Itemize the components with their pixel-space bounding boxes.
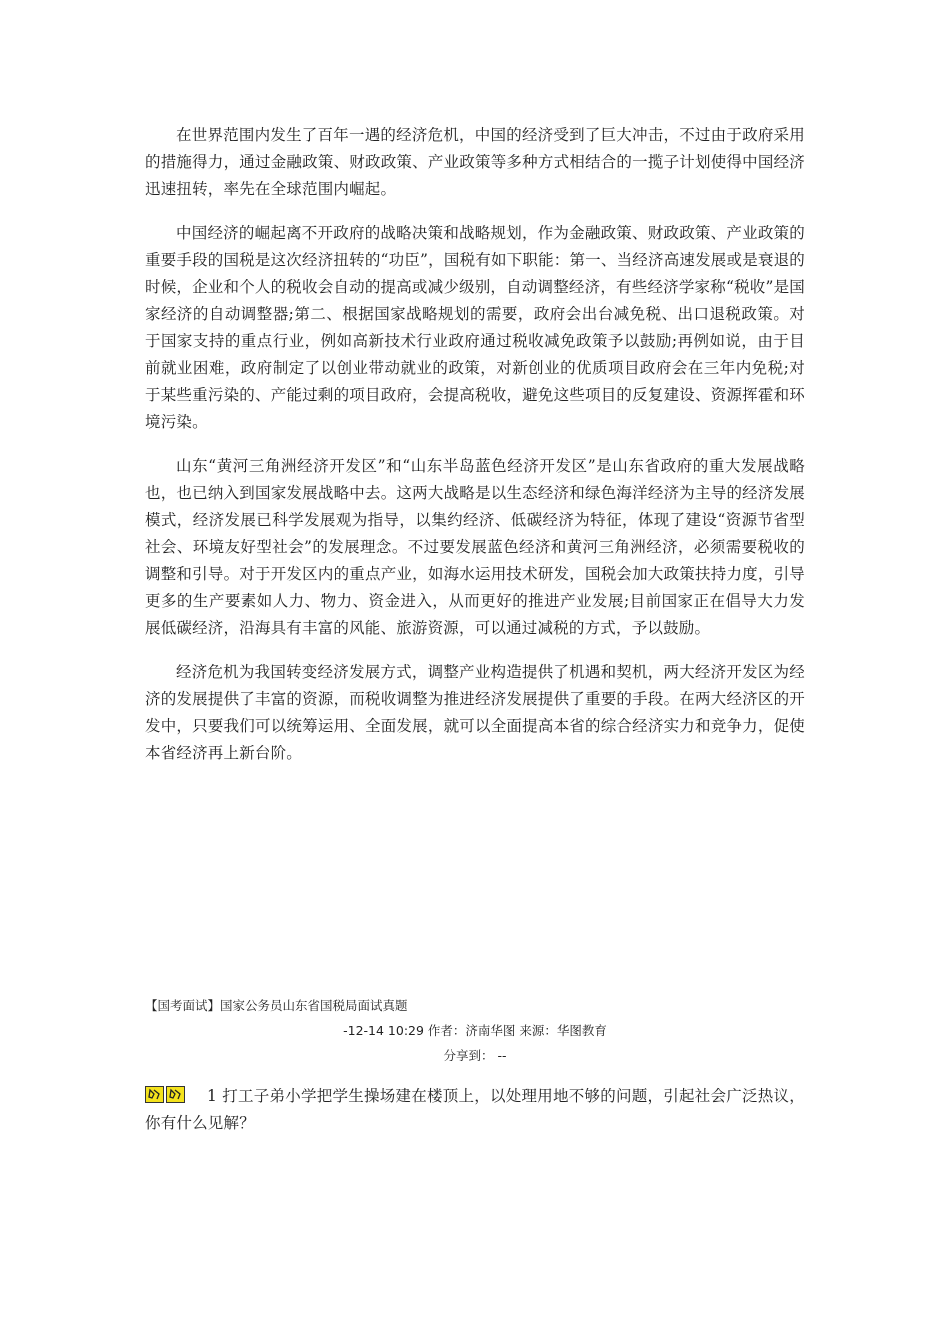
question-text: 1 打工子弟小学把学生操场建在楼顶上，以处理用地不够的问题，引起社会广泛热议，你有什么见解？ [145,1087,805,1132]
article-body [145,122,805,784]
edit-icon [145,1086,164,1103]
article-paragraph-3: 山东“黄河三角洲经济开发区”和“山东半岛蓝色经济开发区”是山东省政府的重大发展战略也，也已纳入到国家发展战略中去。这两大战略是以生态经济和绿色海洋经济为主导的经济发展模式，经济发展已科学发展观为指导，以集约经济、低碳经济为特征，体现了建设“资源节省型社会、环境友好型社会”的发展理念。不过要发展蓝色经济和黄河三角洲经济，必须需要税收的调整和引导。对于开发区内的重点产业，如海水运用技术研发，国税会加大政策扶持力度，引导更多的生产要素如人力、物力、资金进入，从而更好的推进产业发展;目前国家正在倡导大力发展低碳经济，沿海具有丰富的风能、旅游资源，可以通过减税的方式，予以鼓励。 [145,457,805,637]
question-icons [145,1086,187,1104]
post-info: -12-14 10:29 作者：济南华图 来源：华图教育 [343,1023,607,1038]
edit-icon [166,1086,185,1103]
article-paragraph-2: 中国经济的崛起离不开政府的战略决策和战略规划，作为金融政策、财政政策、产业政策的重要手段的国税是这次经济扭转的“功臣”，国税有如下职能：第一、当经济高速发展或是衰退的时候，企业和个人的税收会自动的提高或减少级别，自动调整经济，有些经济学家称“税收”是国家经济的自动调整器;第二、根据国家战略规划的需要，政府会出台减免税、出口退税政策。对于国家支持的重点行业，例如高新技术行业政府通过税收减免政策予以鼓励;再例如说，由于目前就业困难，政府制定了以创业带动就业的政策，对新创业的优质项目政府会在三年内免税;对于某些重污染的、产能过剩的项目政府，会提高税收，避免这些项目的反复建设、资源挥霍和环境污染。 [145,224,805,431]
post-meta [145,996,805,1066]
share-line[interactable]: 分享到： -- [443,1048,507,1063]
article-paragraph-4: 经济危机为我国转变经济发展方式，调整产业构造提供了机遇和契机，两大经济开发区为经济的发展提供了丰富的资源，而税收调整为推进经济发展提供了重要的手段。在两大经济区的开发中，只要我们可以统筹运用、全面发展，就可以全面提高本省的综合经济实力和竞争力，促使本省经济再上新台阶。 [145,663,805,762]
question-item [145,1083,805,1137]
post-title[interactable]: 【国考面试】国家公务员山东省国税局面试真题 [145,998,408,1013]
article-paragraph-1: 在世界范围内发生了百年一遇的经济危机，中国的经济受到了巨大冲击，不过由于政府采用的措施得力，通过金融政策、财政政策、产业政策等多种方式相结合的一揽子计划使得中国经济迅速扭转，率先在全球范围内崛起。 [145,126,805,198]
